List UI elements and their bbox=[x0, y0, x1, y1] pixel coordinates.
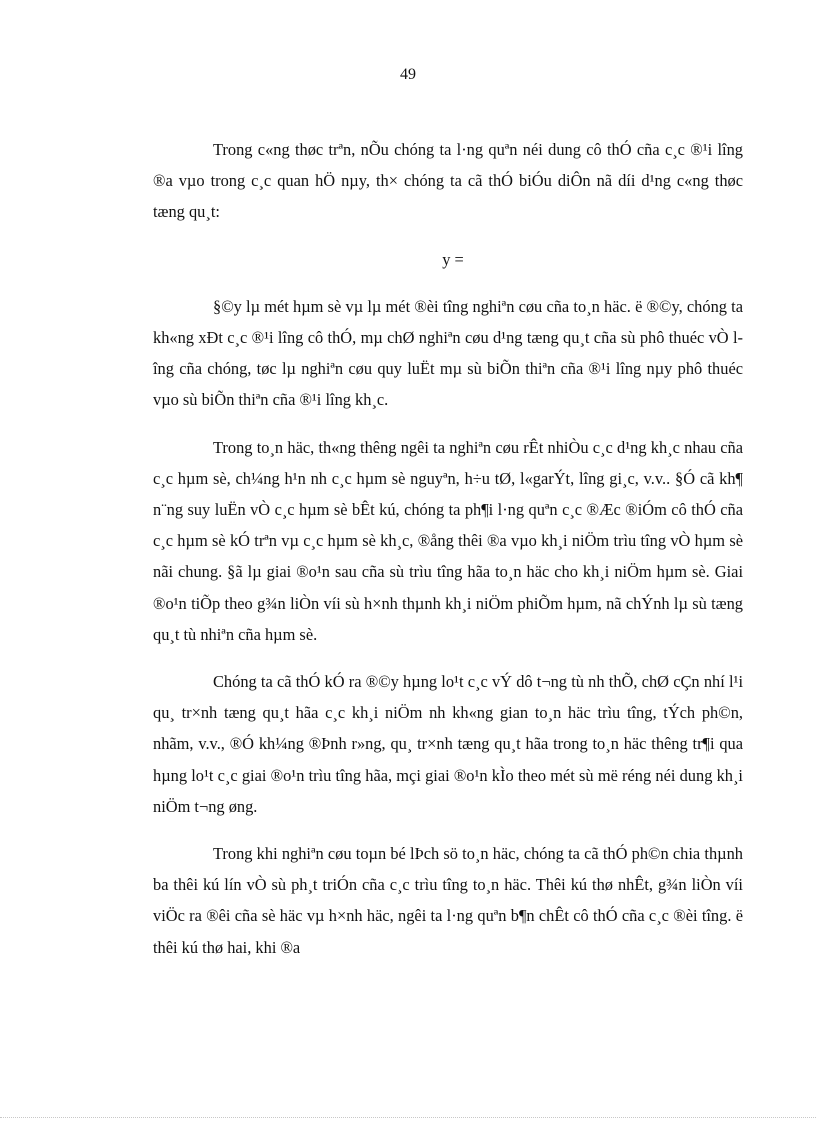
spacer bbox=[153, 275, 743, 291]
formula: y = bbox=[442, 249, 464, 269]
page-number: 49 bbox=[400, 66, 416, 83]
spacer bbox=[153, 822, 743, 838]
spacer bbox=[153, 650, 743, 666]
footer-divider bbox=[0, 1117, 816, 1118]
spacer bbox=[153, 228, 743, 244]
paragraph-5: Trong khi nghiªn cøu toµn bé lÞch sö to¸n häc, chóng ta cã thÓ ph©n chia thµnh ba thêi kú lín vÒ sù ph¸t triÓn cña c¸c trìu tîng to¸n häc. Thêi kú thø nhÊt, g¾n liÒn víi viÖc ra ®êi cña sè häc vµ h×nh häc, ngêi ta l·ng quªn b¶n chÊt cô thÓ cña c¸c ®èi tîng. ë thêi kú thø hai, khi ®a bbox=[153, 844, 748, 957]
body-text bbox=[153, 134, 748, 963]
paragraph-2: §©y lµ mét hµm sè vµ lµ mét ®èi tîng nghiªn cøu cña to¸n häc. ë ®©y, chóng ta kh«ng xÐt c¸c ®¹i lîng cô thÓ, mµ chØ nghiªn cøu d¹ng tæng qu¸t cña sù phô thuéc vÒ lîng cña chóng, tøc lµ nghiªn cøu quy luËt mµ sù biÕn thiªn cña ®¹i lîng nµy phô thuéc vµo sù biÕn thiªn cña ®¹i lîng kh¸c. bbox=[153, 296, 748, 410]
paragraph-4: Chóng ta cã thÓ kÓ ra ®©y hµng lo¹t c¸c vÝ dô t¬ng tù nh thÕ, chØ cÇn nhí l¹i qu¸ tr×nh tæng qu¸t hãa c¸c kh¸i niÖm nh kh«ng gian to¸n häc trìu tîng, tÝch ph©n, nhãm, v.v., ®Ó kh¼ng ®Þnh r»ng, qu¸ tr×nh tæng qu¸t hãa trong to¸n häc thêng tr¶i qua hµng lo¹t c¸c giai ®o¹n trìu tîng hãa, mçi giai ®o¹n kÌo theo mét sù më réng néi dung kh¸i niÖm t¬ng øng. bbox=[153, 672, 748, 816]
spacer bbox=[153, 416, 743, 432]
paragraph-3: Trong to¸n häc, th«ng thêng ngêi ta nghiªn cøu rÊt nhiÒu c¸c d¹ng kh¸c nhau cña c¸c hµm sè, ch¼ng h¹n nh c¸c hµm sè nguyªn, h÷u tØ, l«garÝt, lîng gi¸c, v.v.. §Ó cã kh¶ n¨ng suy luËn vÒ c¸c hµm sè bÊt kú, chóng ta ph¶i l·ng quªn c¸c ®Æc ®iÓm cô thÓ cña c¸c hµm sè kÓ trªn vµ c¸c hµm sè kh¸c, ®ång thêi ®a vµo kh¸i niÖm trìu tîng vÒ hµm sè nãi chung. §ã lµ giai ®o¹n sau cña sù trìu tîng hãa to¸n häc cho kh¸i niÖm hµm sè. Giai ®o¹n tiÕp theo g¾n liÒn víi sù h×nh thµnh kh¸i niÖm phiÕm hµm, nã chÝnh lµ sù tæng qu¸t tù nhiªn cña hµm sè. bbox=[153, 437, 748, 644]
paragraph-1: Trong c«ng thøc trªn, nÕu chóng ta l·ng quªn néi dung cô thÓ cña c¸c ®¹i lîng ®a vµo trong c¸c quan hÖ nµy, th× chóng ta cã thÓ biÓu diÔn nã díi d¹ng c«ng thøc tæng qu¸t: bbox=[153, 140, 748, 222]
